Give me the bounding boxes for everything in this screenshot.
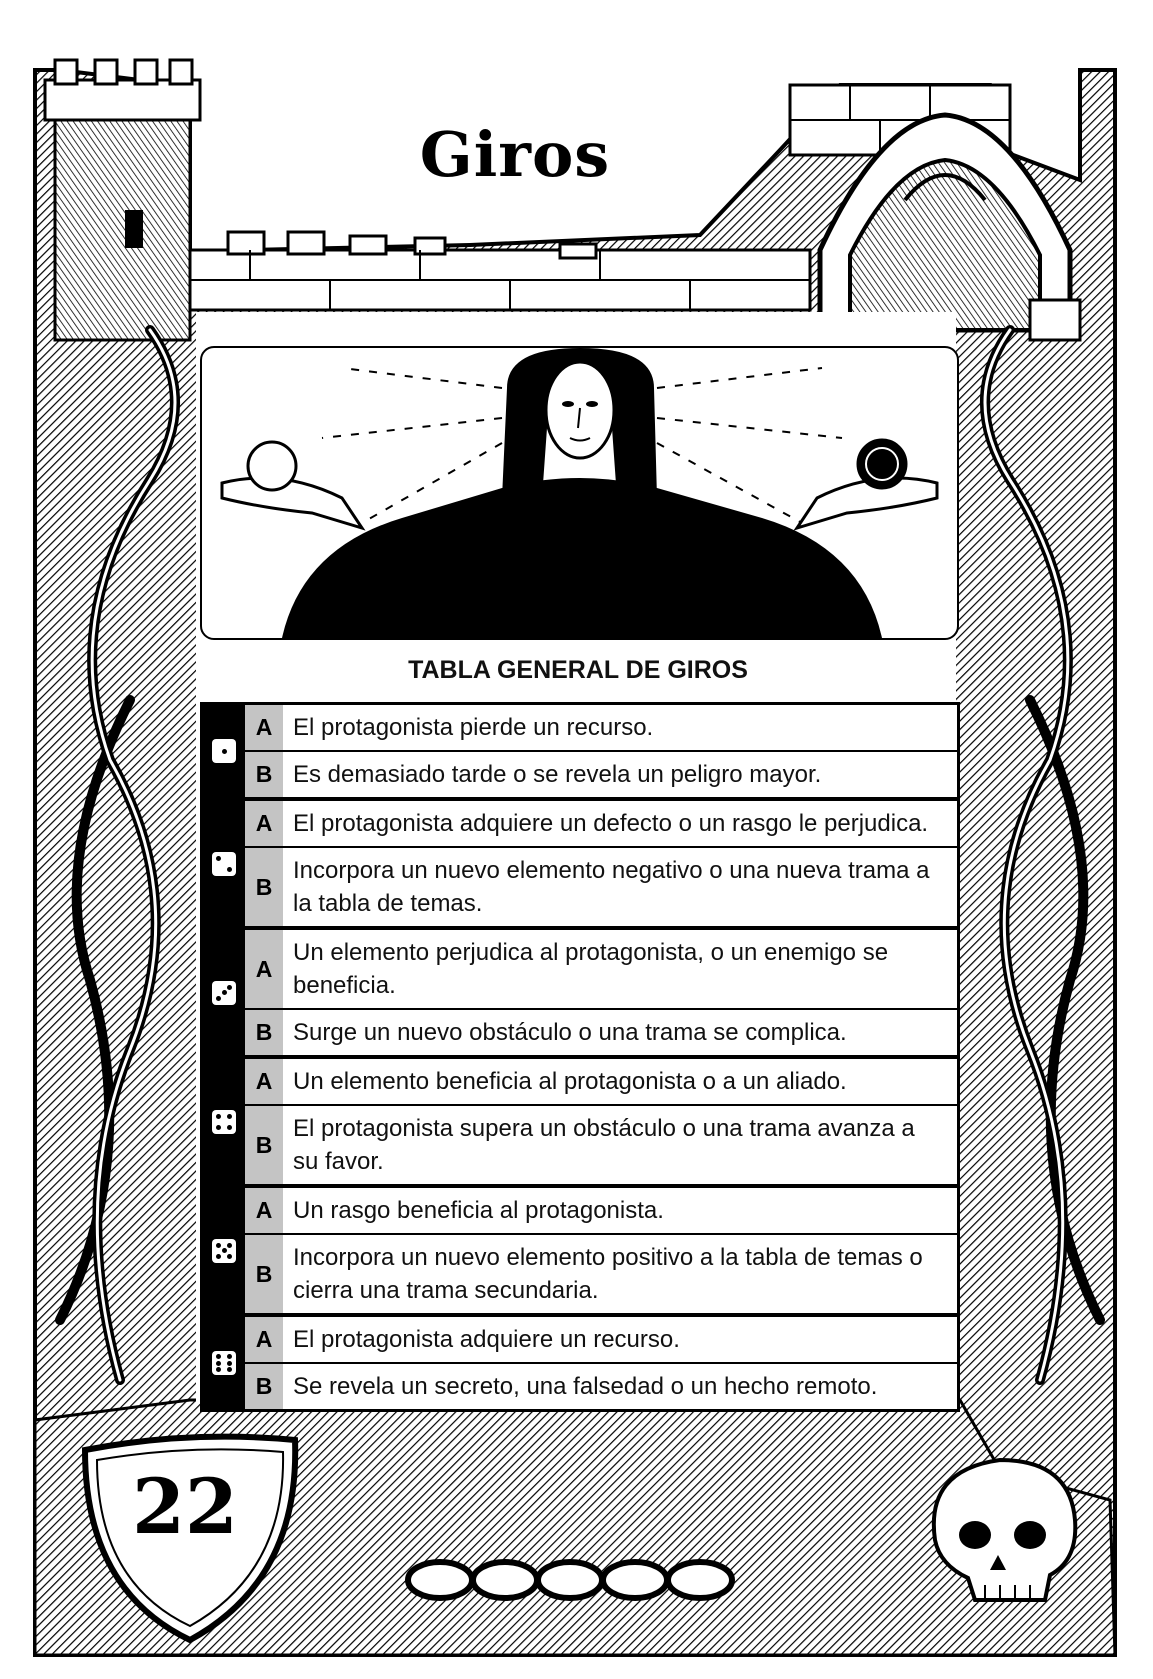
table-group-5 <box>203 1188 957 1317</box>
table-group-4 <box>203 1059 957 1188</box>
illustration-frame <box>200 346 959 640</box>
row-text: El protagonista pierde un recurso. <box>293 714 654 741</box>
row-letter: B <box>245 1010 283 1055</box>
row-text: Se revela un secreto, una falsedad o un hecho remoto. <box>293 1373 878 1400</box>
row-letter: B <box>245 1364 283 1409</box>
table-group-2 <box>203 801 957 930</box>
row-letter: A <box>245 801 283 846</box>
table-row <box>245 930 957 1008</box>
row-letter: A <box>245 930 283 1008</box>
row-text: Un rasgo beneficia al protagonista. <box>293 1197 664 1224</box>
giros-table <box>200 702 960 1412</box>
woman-holding-orbs-illustration <box>202 348 957 638</box>
die-1-icon <box>212 739 236 763</box>
row-letter: A <box>245 1059 283 1104</box>
row-letter: B <box>245 1235 283 1313</box>
row-letter: B <box>245 1106 283 1184</box>
chain-drawing <box>408 1562 732 1598</box>
die-6-icon <box>212 1351 236 1375</box>
page-number: 22 <box>132 1462 238 1551</box>
row-letter: A <box>245 1188 283 1233</box>
table-row <box>245 1059 957 1104</box>
table-row <box>245 1233 957 1313</box>
row-text: Un elemento beneficia al protagonista o a un aliado. <box>293 1068 847 1095</box>
die-5-icon <box>212 1239 236 1263</box>
table-title: TABLA GENERAL DE GIROS <box>408 656 748 684</box>
table-row <box>245 1188 957 1233</box>
row-text: Incorpora un nuevo elemento negativo o una nueva trama a la tabla de temas. <box>293 857 930 917</box>
row-text: Un elemento perjudica al protagonista, o un enemigo se beneficia. <box>293 939 889 999</box>
table-row <box>245 1104 957 1184</box>
row-text: El protagonista adquiere un recurso. <box>293 1326 680 1353</box>
die-3-icon <box>212 981 236 1005</box>
table-group-6 <box>203 1317 957 1409</box>
row-letter: A <box>245 1317 283 1362</box>
die-4-icon <box>212 1110 236 1134</box>
table-row <box>245 1317 957 1362</box>
row-letter: B <box>245 752 283 797</box>
table-row <box>245 1008 957 1055</box>
row-text: El protagonista adquiere un defecto o un rasgo le perjudica. <box>293 810 929 837</box>
table-row <box>245 705 957 750</box>
table-row <box>245 846 957 926</box>
table-row <box>245 750 957 797</box>
row-letter: A <box>245 705 283 750</box>
row-text: El protagonista supera un obstáculo o una trama avanza a su favor. <box>293 1115 915 1175</box>
row-text: Incorpora un nuevo elemento positivo a la tabla de temas o cierra una trama secundaria. <box>293 1244 923 1304</box>
table-group-3 <box>203 930 957 1059</box>
table-group-1 <box>203 705 957 801</box>
row-text: Surge un nuevo obstáculo o una trama se complica. <box>293 1019 847 1046</box>
row-letter: B <box>245 848 283 926</box>
table-row <box>245 801 957 846</box>
die-2-icon <box>212 852 236 876</box>
table-row <box>245 1362 957 1409</box>
left-tower-drawing <box>45 60 200 340</box>
row-text: Es demasiado tarde o se revela un peligro mayor. <box>293 761 822 788</box>
page-title: Giros <box>419 118 611 191</box>
